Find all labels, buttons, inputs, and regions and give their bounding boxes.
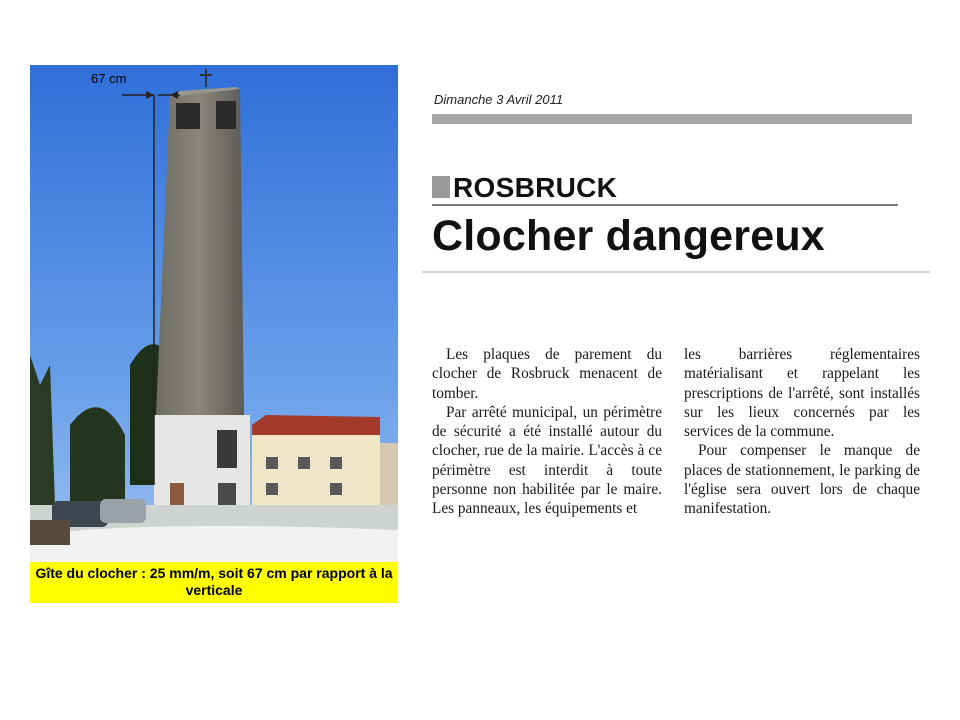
rubric-heading (432, 172, 617, 204)
rubric-marker (432, 176, 450, 198)
paragraph: Pour compenser le manque de places de stationnement, le parking de l'église sera ouvert lors de chaque manifestation. (684, 442, 920, 518)
paragraph: Par arrêté municipal, un périmètre de sécurité a été installé autour du clocher, rue de la mairie. L'accès à ce périmètre est interdit à toute personne non habilitée par le maire. Les panneaux, les équipements et (432, 403, 662, 518)
date-rule (432, 114, 912, 124)
article-date: Dimanche 3 Avril 2011 (434, 92, 564, 107)
article-headline: Clocher dangereux (432, 212, 825, 260)
article-column-2 (684, 345, 920, 519)
rubric-text: ROSBRUCK (453, 172, 618, 203)
paragraph: les barrières réglementaires matérialisant et rappelant les prescriptions de l'arrêté, sont installés sur les lieux concernés par les services de la commune. (684, 346, 920, 441)
article-column-1 (432, 345, 662, 519)
photo-caption: Gîte du clocher : 25 mm/m, soit 67 cm par rapport à la verticale (30, 562, 398, 603)
paragraph: Les plaques de parement du clocher de Rosbruck menacent de tomber. (432, 346, 662, 402)
rubric-rule (432, 204, 898, 206)
bell-tower-illustration (30, 65, 398, 603)
bell-tower-photo (30, 65, 398, 603)
headline-rule (422, 271, 930, 273)
measurement-label: 67 cm (91, 71, 127, 86)
